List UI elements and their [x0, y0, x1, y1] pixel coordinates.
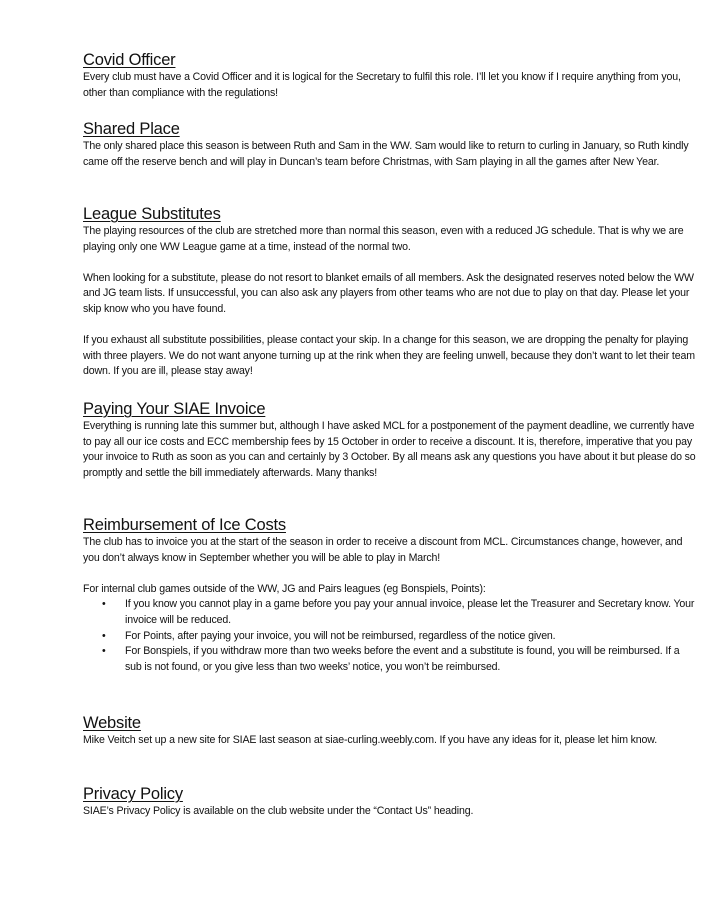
- paragraph: Mike Veitch set up a new site for SIAE last season at siae-curling.weebly.com. If you have any ideas for it, please let him know.: [83, 734, 657, 746]
- paragraph: Every club must have a Covid Officer and it is logical for the Secretary to fulfil this role. I’ll let you know if I require anything from you, other than compliance with the regulations!: [83, 71, 681, 99]
- paragraph: SIAE’s Privacy Policy is available on the club website under the “Contact Us” heading.: [83, 805, 474, 817]
- heading-paying-invoice: Paying Your SIAE Invoice: [83, 400, 266, 418]
- paragraph: The club has to invoice you at the start of the season in order to receive a discount from MCL. Circumstances change, however, and you don’t always know in September whether you will be able to play in March!: [83, 536, 683, 564]
- paragraph: When looking for a substitute, please do not resort to blanket emails of all members. Ask the designated reserves noted below the WW and JG team lists. If unsuccessful, you can also ask any players from other teams who are not due to play on that day. Please let your skip know who you have found.: [83, 271, 694, 315]
- section-website: [83, 714, 698, 749]
- bullet-icon: •: [102, 598, 106, 611]
- heading-website: Website: [83, 714, 141, 732]
- paragraph: If you exhaust all substitute possibilities, please contact your skip. In a change for this season, we are dropping the penalty for playing with three players. We do not want anyone turning up at the rink when they are feeling unwell, because they don’t want to let their team down. If you are ill, please stay away!: [83, 334, 695, 378]
- paragraph: For internal club games outside of the WW, JG and Pairs leagues (eg Bonspiels, Points):: [83, 582, 486, 595]
- heading-league-substitutes: League Substitutes: [83, 205, 221, 223]
- paragraph: The only shared place this season is between Ruth and Sam in the WW. Sam would like to return to curling in January, so Ruth kindly came off the reserve bench and will play in Duncan’s team before Christmas, with Sam playing in all the games after New Year.: [83, 140, 689, 168]
- section-paying-invoice: [83, 400, 698, 481]
- list-item-text: For Bonspiels, if you withdraw more than two weeks before the event and a substitute is found, you will be reimbursed. If a sub is not found, or you give less than two weeks’ notice, you won’t be reimbursed.: [125, 645, 680, 673]
- section-shared-place: [83, 120, 698, 170]
- section-reimbursement: [83, 516, 698, 675]
- paragraph: The playing resources of the club are stretched more than normal this season, even with a reduced JG schedule. That is why we are playing only one WW League game at a time, instead of the normal two.: [83, 225, 684, 253]
- list-item: [102, 644, 698, 675]
- list-item: [102, 629, 698, 645]
- section-league-substitutes: [83, 205, 698, 380]
- heading-reimbursement: Reimbursement of Ice Costs: [83, 516, 286, 534]
- bullet-icon: •: [102, 645, 106, 658]
- list-item: [102, 597, 698, 628]
- list-item-text: If you know you cannot play in a game before you pay your annual invoice, please let the Treasurer and Secretary know. Your invoice will be reduced.: [125, 598, 695, 626]
- heading-shared-place: Shared Place: [83, 120, 180, 138]
- list-item-text: For Points, after paying your invoice, you will not be reimbursed, regardless of the notice given.: [125, 629, 556, 642]
- section-privacy-policy: [83, 785, 698, 820]
- bullet-list: [83, 597, 698, 675]
- heading-covid-officer: Covid Officer: [83, 51, 176, 69]
- section-covid-officer: [83, 51, 698, 101]
- paragraph: Everything is running late this summer but, although I have asked MCL for a postponement of the payment deadline, we currently have to pay all our ice costs and ECC membership fees by 15 October in order to receive a discount. It is, therefore, imperative that you pay your invoice to Ruth as soon as you can and certainly by 3 October. By all means ask any questions you have about it but please do so promptly and settle the bill immediately afterwards. Many thanks!: [83, 420, 696, 479]
- heading-privacy-policy: Privacy Policy: [83, 785, 183, 803]
- bullet-icon: •: [102, 629, 106, 642]
